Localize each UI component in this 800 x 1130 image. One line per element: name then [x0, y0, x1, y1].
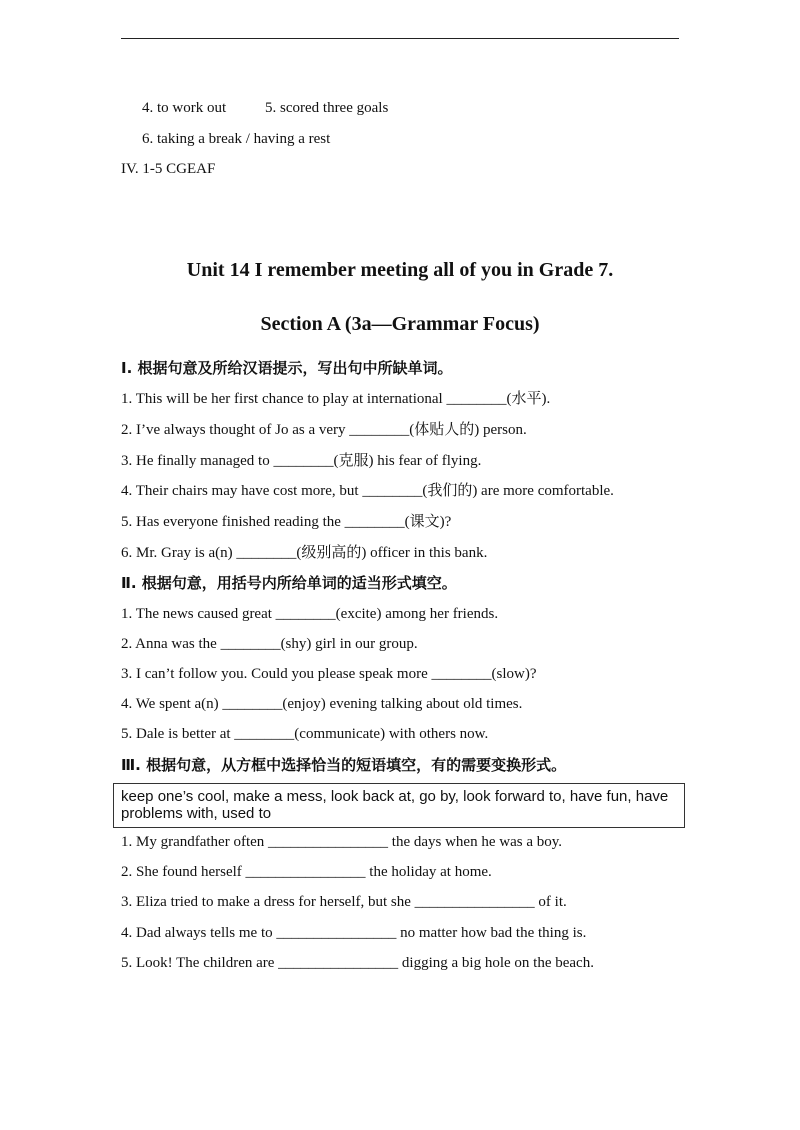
phrase-box: keep one’s cool, make a mess, look back at, go by, look forward to, have fun, have problems with, used to: [113, 783, 685, 828]
unit-title: Unit 14 I remember meeting all of you in Grade 7.: [186, 259, 614, 281]
part2-item: 2. Anna was the ________(shy) girl in our group.: [121, 636, 418, 652]
part1-item: 5. Has everyone finished reading the ________(课文)?: [121, 514, 452, 530]
part3-title: Ⅲ. 根据句意，从方框中选择恰当的短语填空，有的需要变换形式。: [121, 756, 567, 774]
part3-item: 5. Look! The children are ________________ digging a big hole on the beach.: [121, 955, 594, 971]
part1-item: 2. I’ve always thought of Jo as a very ________(体贴人的) person.: [121, 422, 527, 438]
part3-item: 2. She found herself ________________ the holiday at home.: [121, 864, 492, 880]
part3-item: 3. Eliza tried to make a dress for herself, but she ________________ of it.: [121, 894, 567, 910]
part3-item: 1. My grandfather often ________________ the days when he was a boy.: [121, 834, 563, 850]
part2-item: 4. We spent a(n) ________(enjoy) evening talking about old times.: [121, 696, 523, 712]
section-title: Section A (3a—Grammar Focus): [260, 313, 540, 335]
answer-part-4: IV. 1-5 CGEAF: [121, 161, 216, 177]
part2-item: 5. Dale is better at ________(communicate) with others now.: [121, 726, 489, 742]
header-rule: [121, 38, 679, 39]
part1-item: 1. This will be her first chance to play at international ________(水平).: [121, 391, 551, 407]
answer-item-5: 5. scored three goals: [265, 100, 389, 116]
part1-item: 4. Their chairs may have cost more, but ________(我们的) are more comfortable.: [121, 483, 614, 499]
part1-item: 6. Mr. Gray is a(n) ________(级别高的) officer in this bank.: [121, 545, 488, 561]
part2-title: Ⅱ. 根据句意，用括号内所给单词的适当形式填空。: [121, 574, 457, 592]
answer-item-6: 6. taking a break / having a rest: [142, 131, 331, 147]
part1-title: Ⅰ. 根据句意及所给汉语提示，写出句中所缺单词。: [121, 359, 453, 377]
part2-item: 3. I can’t follow you. Could you please speak more ________(slow)?: [121, 666, 537, 682]
part1-item: 3. He finally managed to ________(克服) his fear of flying.: [121, 453, 482, 469]
part2-item: 1. The news caused great ________(excite) among her friends.: [121, 606, 499, 622]
answer-item-4: 4. to work out: [142, 100, 227, 116]
part3-item: 4. Dad always tells me to ________________ no matter how bad the thing is.: [121, 925, 587, 941]
